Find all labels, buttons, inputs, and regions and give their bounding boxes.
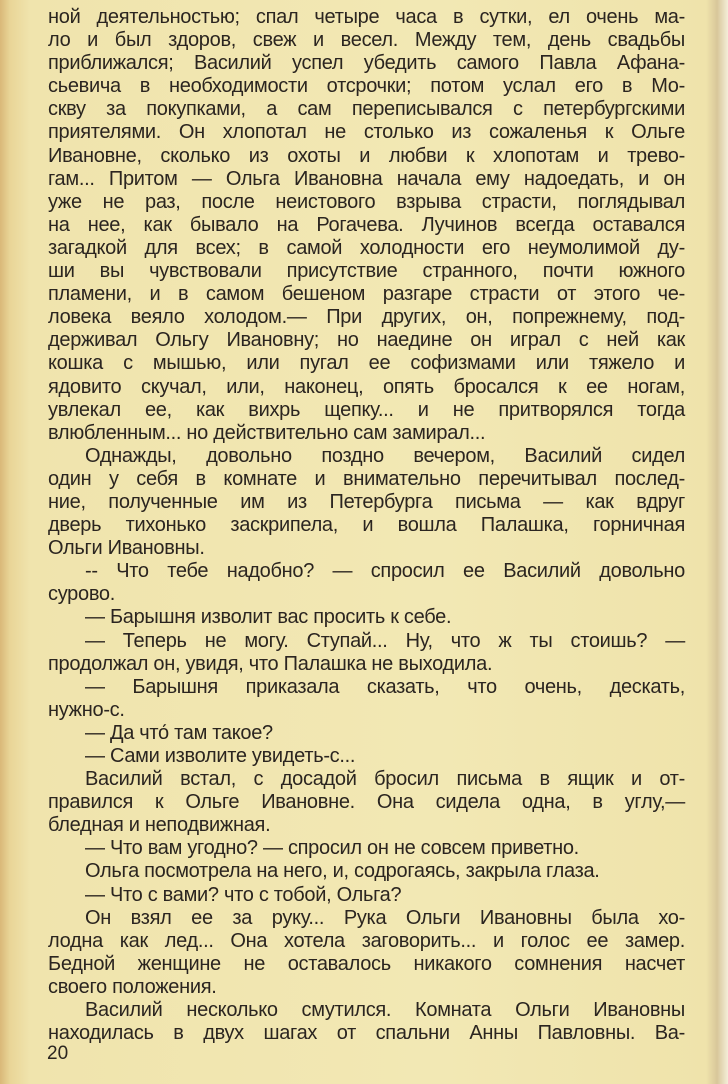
text-line: — Да что́ там такое? (85, 721, 273, 744)
paragraph (48, 6, 685, 445)
paragraph (48, 999, 685, 1045)
paragraph (48, 630, 685, 676)
paragraph (48, 722, 685, 745)
text-line: Бедной женщине не оставалось никакого сомнения насчет (48, 952, 685, 975)
paragraph (48, 560, 685, 606)
text-line: — Что с вами? что с тобой, Ольга? (85, 883, 402, 906)
text-line: Ивановне, сколько из охоты и любви к хлопотам и трево- (48, 144, 685, 167)
text-line: загадкой для всех; в самой холодности его неумолимой ду- (48, 236, 685, 259)
text-line: правился к Ольге Ивановне. Она сидела одна, в углу,— (48, 791, 685, 814)
text-line: лодна как лед... Она хотела заговорить... и голос ее замер. (48, 929, 685, 952)
text-line: продолжал он, увидя, что Палашка не выходила. (48, 652, 493, 675)
text-line: кошка с мышью, или пугал ее софизмами или тяжело и (48, 352, 685, 375)
text-line: — Барышня приказала сказать, что очень, дескать, (85, 675, 685, 698)
text-line: влюбленным... но действительно сам замирал... (48, 421, 486, 444)
page-number: 20 (47, 1043, 69, 1064)
text-line: — Барышня изволит вас просить к себе. (85, 606, 452, 629)
text-line: держивал Ольгу Ивановну; но наедине он играл с ней как (48, 329, 685, 352)
paragraph (48, 445, 685, 560)
text-line: приятелями. Он хлопотал не столько из сожаленья к Ольге (48, 121, 685, 144)
text-line: — Сами изволите увидеть-с... (85, 745, 356, 767)
paragraph (48, 884, 685, 907)
text-line: ло и был здоров, свеж и весел. Между тем, день свадьбы (48, 29, 685, 52)
paragraph (48, 676, 685, 722)
page-text (48, 6, 685, 1045)
text-line: -- Что тебе надобно? — спросил ее Василий довольно (85, 560, 685, 583)
text-line: скву за покупками, а сам переписывался с петербургскими (48, 98, 685, 121)
paragraph (48, 768, 685, 837)
text-line: сурово. (48, 583, 116, 606)
paragraph (48, 745, 685, 768)
paragraph (48, 837, 685, 860)
paragraph (48, 860, 685, 883)
text-line: Василий встал, с досадой бросил письма в ящик и от- (85, 768, 685, 791)
paragraph (48, 606, 685, 629)
text-line: Ольги Ивановны. (48, 537, 205, 560)
text-line: сьевича в необходимости отсрочки; потом услал его в Мо- (48, 75, 685, 98)
text-line: дверь тихонько заскрипела, и вошла Палашка, горничная (48, 514, 685, 537)
text-line: — Теперь не могу. Ступай... Ну, что ж ты стоишь? — (85, 629, 685, 652)
text-line: ловека веяло холодом.— При других, он, попрежнему, под- (48, 306, 685, 329)
text-line: нужно-с. (48, 698, 125, 721)
text-line: бледная и неподвижная. (48, 814, 271, 837)
text-line: один у себя в комнате и внимательно перечитывал послед- (48, 467, 685, 490)
text-line: Однажды, довольно поздно вечером, Василий сидел (85, 444, 685, 467)
text-line: — Что вам угодно? — спросил он не совсем приветно. (85, 837, 579, 860)
text-line: Ольга посмотрела на него, и, содрогаясь, закрыла глаза. (85, 860, 600, 883)
text-line: своего положения. (48, 975, 217, 998)
text-line: ной деятельностью; спал четыре часа в сутки, ел очень ма- (48, 6, 685, 28)
text-line: Он взял ее за руку... Рука Ольги Ивановны была хо- (85, 906, 685, 929)
text-line: ши вы чувствовали присутствие странного, почти южного (48, 260, 685, 283)
text-line: увлекал ее, как вихрь щепку... и не притворялся тогда (48, 398, 685, 421)
text-line: Василий несколько смутился. Комната Ольги Ивановны (85, 999, 685, 1022)
text-line: гам... Притом — Ольга Ивановна начала ему надоедать, и он (48, 167, 685, 190)
paragraph (48, 907, 685, 999)
text-line: на нее, как бывало на Рогачева. Лучинов всегда оставался (48, 213, 685, 236)
text-line: ядовито скучал, или, наконец, опять бросался к ее ногам, (48, 375, 685, 398)
text-line: находилась в двух шагах от спальни Анны Павловны. Ва- (48, 1022, 685, 1045)
text-line: приближался; Василий успел убедить самого Павла Афана- (48, 52, 685, 75)
text-line: уже не раз, после неистового взрыва страсти, поглядывал (48, 190, 685, 213)
text-line: пламени, и в самом бешеном разгаре страсти от этого че- (48, 283, 685, 306)
text-line: ние, полученные им из Петербурга письма — как вдруг (48, 490, 685, 513)
